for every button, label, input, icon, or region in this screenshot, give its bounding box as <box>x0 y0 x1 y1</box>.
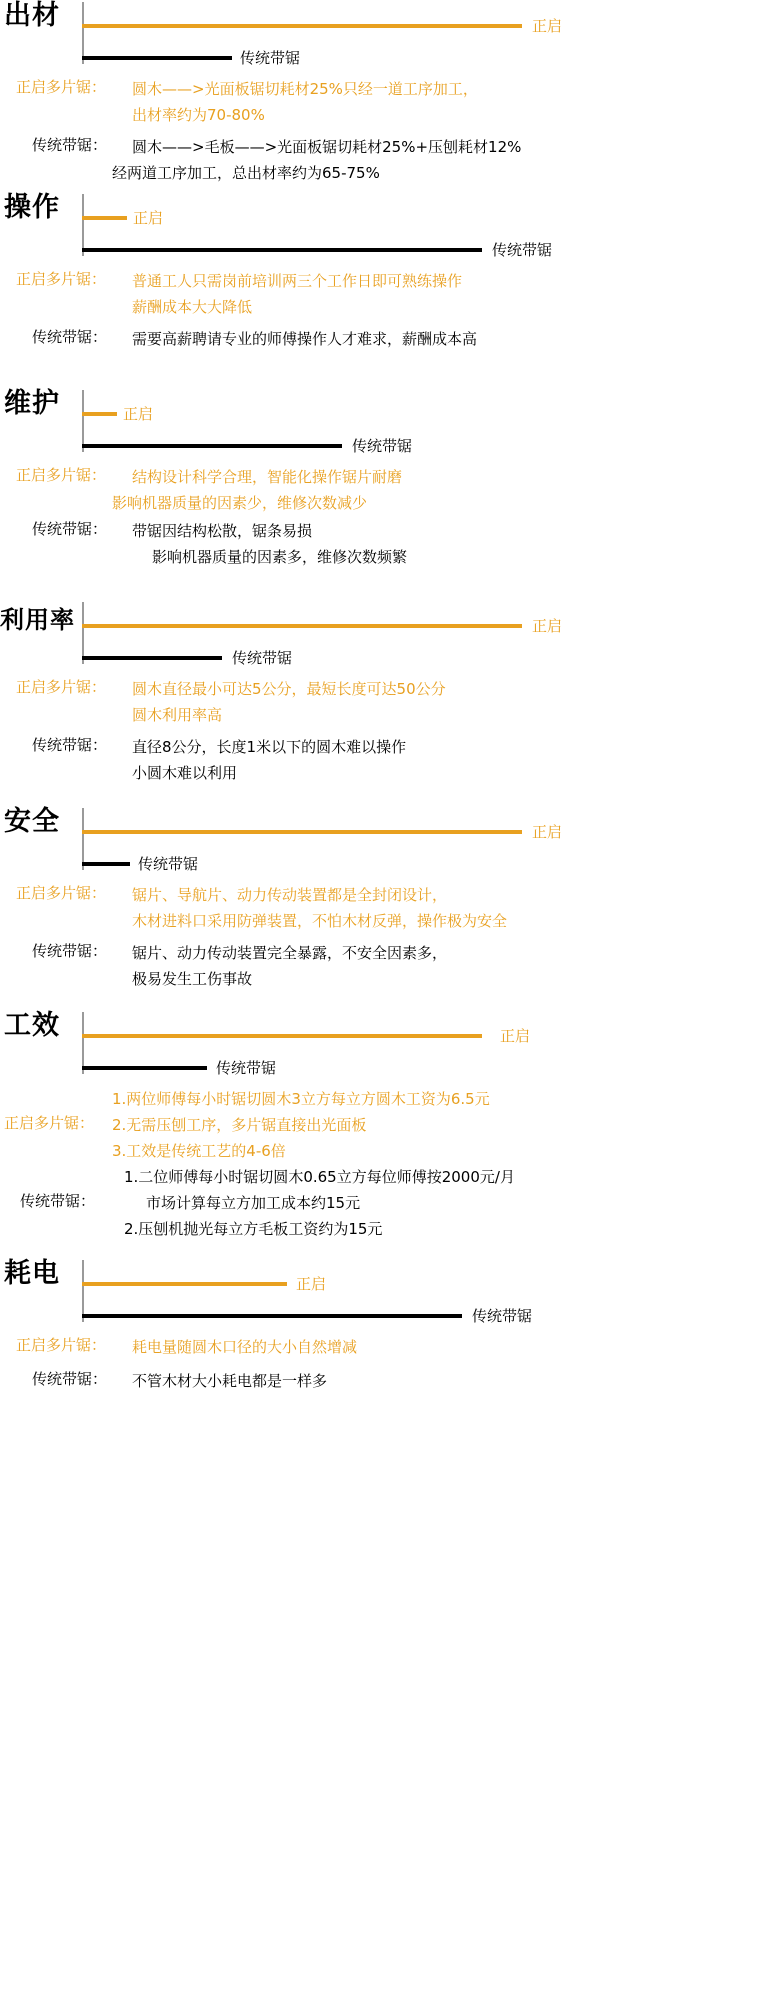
text-line: 薪酬成本大大降低 <box>132 298 253 316</box>
bar-block <box>0 388 780 464</box>
bar-label-chuantong: 传统带锯 <box>492 241 553 259</box>
section-liyonglv <box>0 600 780 786</box>
axis-line <box>82 1012 84 1074</box>
axis-line <box>82 2 84 64</box>
text-line: 1.两位师傅每小时锯切圆木3立方每立方圆木工资为6.5元 <box>112 1090 490 1108</box>
label-zhengqi: 正启多片锯： <box>16 466 107 484</box>
bar-label-zhengqi: 正启 <box>532 617 563 635</box>
description <box>0 76 780 186</box>
text-line: 经两道工序加工，总出材率约为65-75% <box>112 164 380 182</box>
text-line: 3.工效是传统工艺的4-6倍 <box>112 1142 286 1160</box>
section-anquan <box>0 806 780 992</box>
category-label: 工效 <box>4 1010 60 1041</box>
text-line: 出材率约为70-80% <box>132 106 265 124</box>
category-label: 耗电 <box>4 1258 60 1289</box>
bar-zhengqi <box>82 624 522 628</box>
section-weihu <box>0 388 780 570</box>
label-chuantong: 传统带锯： <box>32 136 108 154</box>
bar-label-zhengqi: 正启 <box>532 823 563 841</box>
text-line: 1.二位师傅每小时锯切圆木0.65立方每位师傅按2000元/月 <box>124 1168 515 1186</box>
category-label: 维护 <box>4 388 60 419</box>
section-haodian <box>0 1258 780 1394</box>
label-chuantong: 传统带锯： <box>32 1370 108 1388</box>
text-line: 影响机器质量的因素少，维修次数减少 <box>112 494 368 512</box>
section-chucai <box>0 0 780 186</box>
text-line: 影响机器质量的因素多，维修次数频繁 <box>152 548 408 566</box>
bar-chuantong <box>82 656 222 660</box>
text-line: 结构设计科学合理，智能化操作锯片耐磨 <box>132 468 403 486</box>
description <box>0 676 780 786</box>
axis-line <box>82 390 84 452</box>
label-chuantong: 传统带锯： <box>32 520 108 538</box>
section-gongxiao <box>0 1010 780 1242</box>
text-line: 小圆木难以利用 <box>132 764 238 782</box>
section-caozuo <box>0 192 780 352</box>
text-line: 带锯因结构松散，锯条易损 <box>132 522 313 540</box>
bar-zhengqi <box>82 1282 287 1286</box>
text-line: 直径8公分，长度1米以下的圆木难以操作 <box>132 738 407 756</box>
label-zhengqi: 正启多片锯： <box>4 1114 95 1132</box>
category-label: 出材 <box>4 0 60 31</box>
bar-chuantong <box>82 1314 462 1318</box>
label-zhengqi: 正启多片锯： <box>16 270 107 288</box>
axis-line <box>82 602 84 664</box>
bar-chuantong <box>82 248 482 252</box>
text-line: 圆木直径最小可达5公分，最短长度可达50公分 <box>132 680 446 698</box>
bar-block <box>0 1010 780 1086</box>
bar-block <box>0 1258 780 1334</box>
bar-block <box>0 192 780 268</box>
label-zhengqi: 正启多片锯： <box>16 884 107 902</box>
text-line: 市场计算每立方加工成本约15元 <box>146 1194 361 1212</box>
label-chuantong: 传统带锯： <box>32 942 108 960</box>
label-zhengqi: 正启多片锯： <box>16 1336 107 1354</box>
label-zhengqi: 正启多片锯： <box>16 78 107 96</box>
text-line: 锯片、导航片、动力传动装置都是全封闭设计， <box>132 886 448 904</box>
axis-line <box>82 808 84 870</box>
category-label: 操作 <box>4 192 60 223</box>
bar-block <box>0 806 780 882</box>
text-line: 锯片、动力传动装置完全暴露，不安全因素多， <box>132 944 448 962</box>
text-line: 普通工人只需岗前培训两三个工作日即可熟练操作 <box>132 272 463 290</box>
bar-chuantong <box>82 56 232 60</box>
text-line: 2.无需压刨工序，多片锯直接出光面板 <box>112 1116 367 1134</box>
bar-block <box>0 600 780 676</box>
label-chuantong: 传统带锯： <box>32 736 108 754</box>
bar-label-zhengqi: 正启 <box>296 1275 327 1293</box>
description <box>0 1086 780 1242</box>
label-chuantong: 传统带锯： <box>20 1192 96 1210</box>
label-chuantong: 传统带锯： <box>32 328 108 346</box>
text-line: 极易发生工伤事故 <box>132 970 253 988</box>
description <box>0 1334 780 1394</box>
label-zhengqi: 正启多片锯： <box>16 678 107 696</box>
bar-chuantong <box>82 862 130 866</box>
bar-label-zhengqi: 正启 <box>133 209 164 227</box>
category-label: 安全 <box>4 806 60 837</box>
bar-zhengqi <box>82 412 117 416</box>
text-line: 2.压刨机抛光每立方毛板工资约为15元 <box>124 1220 383 1238</box>
text-line: 圆木——>光面板锯切耗材25%只经一道工序加工， <box>132 80 478 98</box>
bar-label-chuantong: 传统带锯 <box>472 1307 533 1325</box>
text-line: 需要高薪聘请专业的师傅操作人才难求，薪酬成本高 <box>132 330 478 348</box>
text-line: 耗电量随圆木口径的大小自然增减 <box>132 1338 358 1356</box>
bar-label-chuantong: 传统带锯 <box>240 49 301 67</box>
bar-chuantong <box>82 444 342 448</box>
bar-zhengqi <box>82 1034 482 1038</box>
text-line: 圆木——>毛板——>光面板锯切耗材25%+压刨耗材12% <box>132 138 522 156</box>
bar-label-chuantong: 传统带锯 <box>232 649 293 667</box>
bar-zhengqi <box>82 24 522 28</box>
bar-label-chuantong: 传统带锯 <box>352 437 413 455</box>
bar-label-chuantong: 传统带锯 <box>138 855 199 873</box>
text-line: 不管木材大小耗电都是一样多 <box>132 1372 328 1390</box>
axis-line <box>82 194 84 256</box>
bar-block <box>0 0 780 76</box>
text-line: 木材进料口采用防弹装置，不怕木材反弹，操作极为安全 <box>132 912 508 930</box>
axis-line <box>82 1260 84 1322</box>
text-line: 圆木利用率高 <box>132 706 223 724</box>
bar-zhengqi <box>82 830 522 834</box>
bar-label-zhengqi: 正启 <box>500 1027 531 1045</box>
bar-label-zhengqi: 正启 <box>123 405 154 423</box>
bar-zhengqi <box>82 216 127 220</box>
bar-chuantong <box>82 1066 207 1070</box>
description <box>0 882 780 992</box>
description <box>0 464 780 570</box>
bar-label-chuantong: 传统带锯 <box>216 1059 277 1077</box>
description <box>0 268 780 352</box>
category-label: 利用率 <box>0 606 75 634</box>
bar-label-zhengqi: 正启 <box>532 17 563 35</box>
